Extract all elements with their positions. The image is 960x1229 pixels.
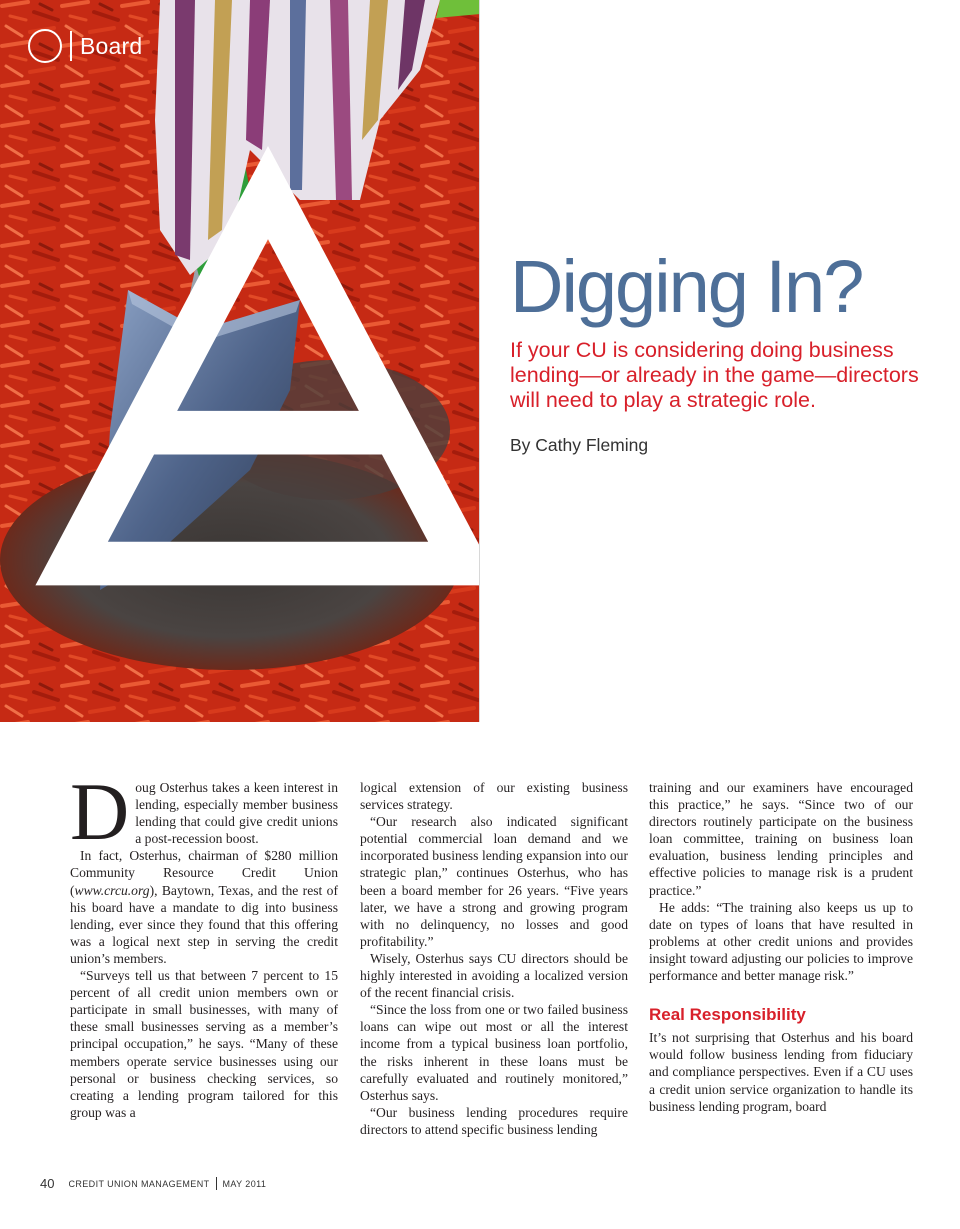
publication-name: CREDIT UNION MANAGEMENT: [68, 1178, 210, 1189]
article-byline: By Cathy Fleming: [510, 435, 649, 455]
paragraph: “Surveys tell us that between 7 percent to 15 percent of all credit union members own or participate in small businesses, with many of these small businesses serving as a member’s principal occupation,” he says. “Many of these members operate service businesses using our personal or business checking services, so creating a lending program tailored for this group was a: [70, 968, 338, 1120]
page-footer: [40, 1176, 266, 1191]
article-dek: If your CU is considering doing business lending—or already in the game—directors will need to play a strategic role.: [510, 338, 919, 412]
hero-photo: [0, 0, 480, 722]
page-number: 40: [40, 1176, 55, 1191]
paragraph: logical extension of our existing business services strategy.: [360, 780, 628, 813]
body-column-3: [649, 779, 913, 1115]
website-link[interactable]: www.crcu.org: [74, 882, 150, 898]
paragraph: He adds: “The training also keeps us up to date on types of loans that have resulted in problems at other credit unions and provides insight toward adjusting our policies to improve performance and better manage risk.”: [649, 899, 913, 984]
section-label: Board: [80, 32, 143, 59]
paragraph: Wisely, Osterhus says CU directors should be highly interested in avoiding a localized version of the recent financial crisis.: [360, 950, 628, 1001]
section-tag: [28, 28, 142, 64]
paragraph: “Our business lending procedures require directors to attend specific business lending: [360, 1104, 628, 1137]
body-column-2: [360, 779, 628, 1138]
drop-cap: D: [70, 766, 130, 857]
cumanagement-logo-icon: [28, 29, 62, 63]
paragraph: Doug Osterhus takes a keen interest in lending, especially member business lending that could give credit unions a post-recession boost.: [70, 766, 338, 857]
paragraph: “Our research also indicated significant potential commercial loan demand and we incorporated business lending expansion into our strategic plan,” continues Osterhus, who has been a board member for 26 years. “Five years later, we have a strong and growing program with no delinquency, no losses and good profitability.”: [360, 814, 628, 949]
footer-divider: [216, 1177, 217, 1190]
article-header: [510, 245, 930, 456]
paragraph: It’s not surprising that Osterhus and his board would follow business lending from fiduciary and compliance perspectives. Even if a CU uses a credit union service organization to handle its business lending program, board: [649, 1030, 913, 1114]
body-column-1: [70, 766, 338, 1121]
section-subhead: Real Responsibility: [649, 1005, 806, 1025]
paragraph: In fact, Osterhus, chairman of $280 million Community Resource Credit Union (www.crcu.org), Baytown, Texas, and the rest of his board have a mandate to dig into business lending, ever since they found that this offering was a logical next step in serving the credit union’s members.: [70, 848, 338, 966]
article-title: Digging In?: [510, 245, 863, 328]
paragraph: “Since the loss from one or two failed business loans can wipe out most or all the interest income from a typical business loan portfolio, the risks inherent in these loans must be carefully evaluated and routinely monitored,” Osterhus says.: [360, 1002, 628, 1103]
issue-date: MAY 2011: [222, 1178, 267, 1189]
paragraph: training and our examiners have encouraged this practice,” he says. “Since two of our directors routinely participate on the business loan committee, training on business loan evaluation, business lending principles and effective policies to manage risk is a prudent practice.”: [649, 780, 913, 898]
